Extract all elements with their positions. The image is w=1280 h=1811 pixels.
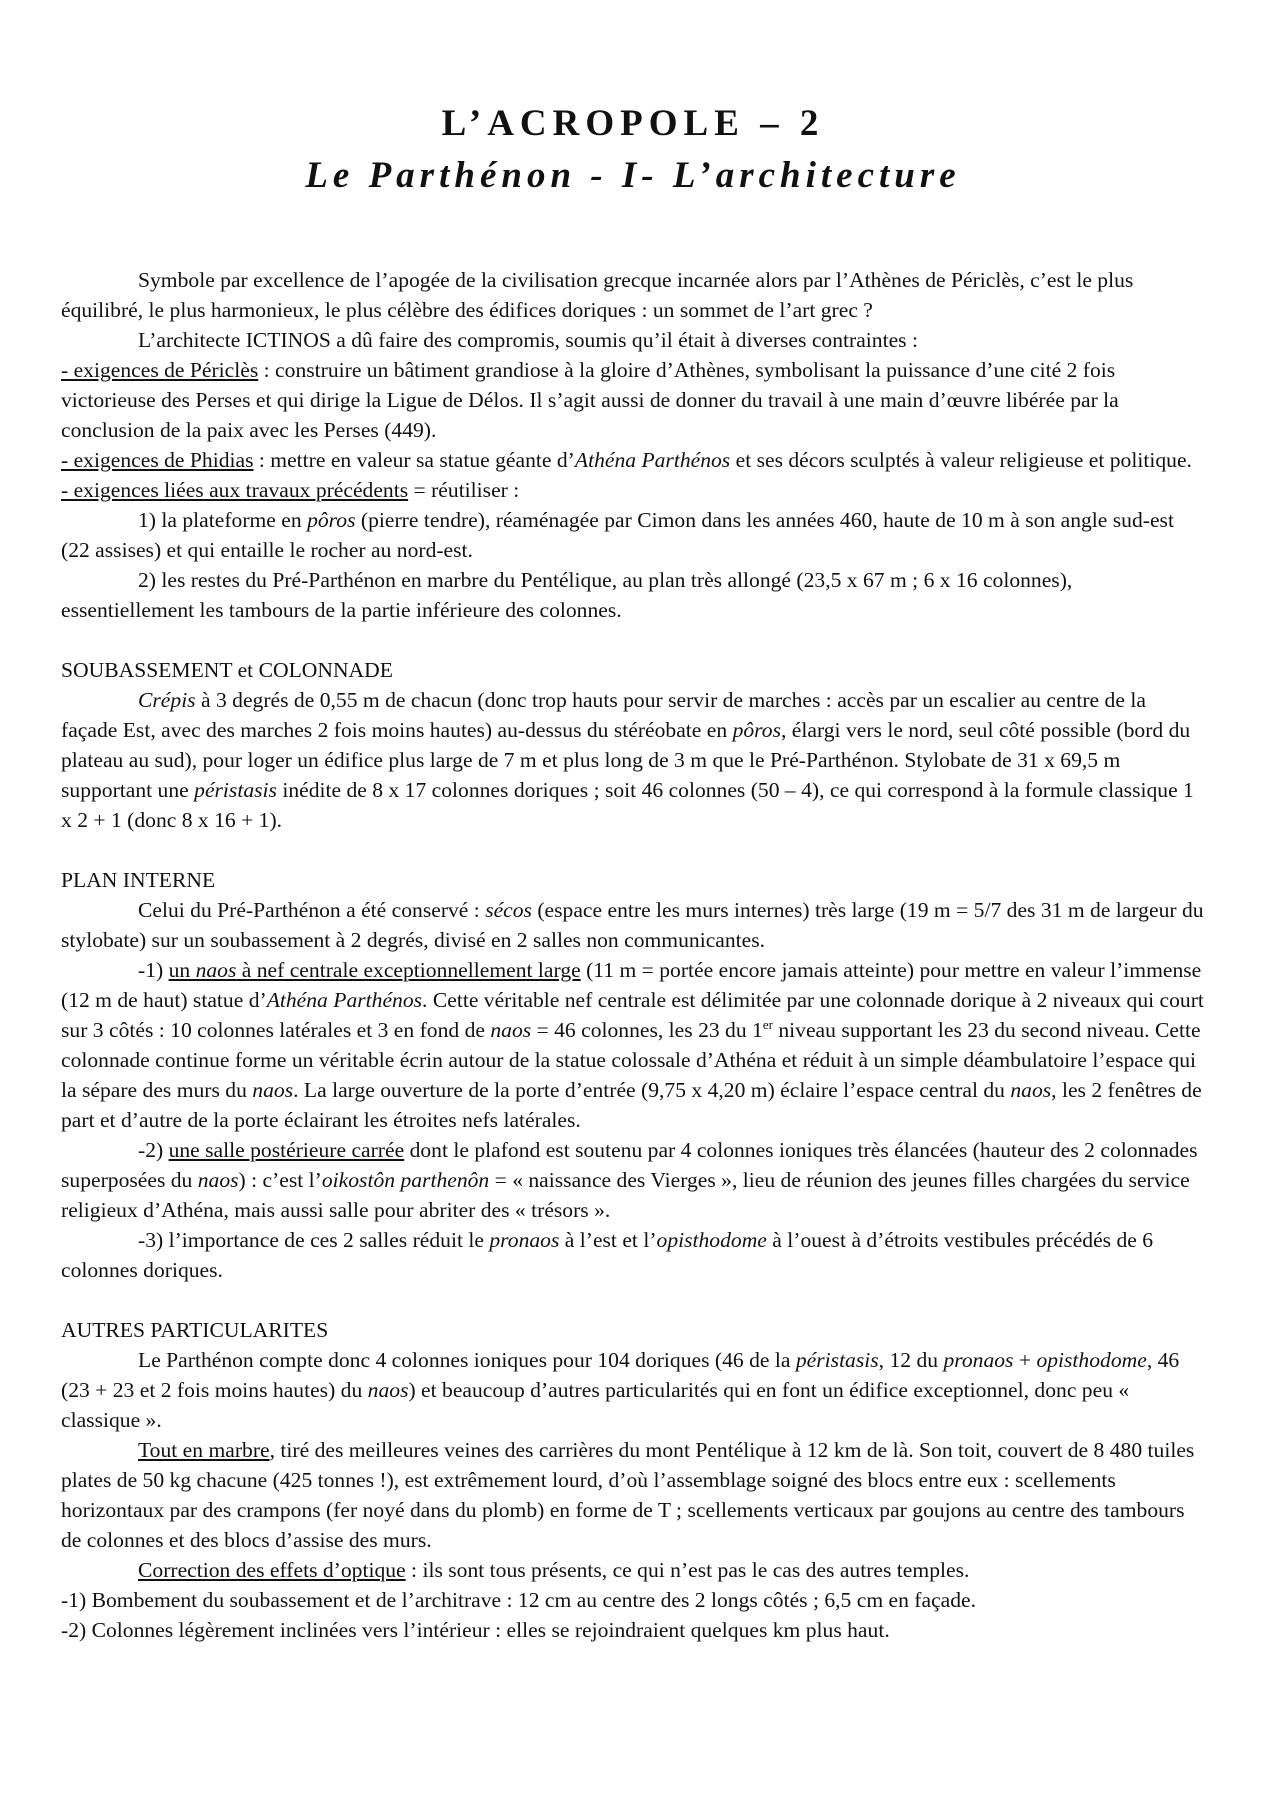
plan-item1-text-f: , les 2 fenêtres de part et d’autre de la porte éclairant les étroites nefs latérales. [61, 1078, 1202, 1132]
plan-paragraph-1 [61, 895, 1205, 955]
document-page [61, 100, 1205, 1645]
pericles-label: - exigences de Périclès [61, 358, 259, 382]
phidias-text-b: et ses décors sculptés à valeur religieuse et politique. [730, 448, 1192, 472]
phidias-label: - exigences de Phidias [61, 448, 254, 472]
optique-underlined: Correction des effets d’optique [138, 1558, 406, 1582]
naos-term: naos [195, 958, 237, 982]
underlined-text: à nef centrale exceptionnellement large [236, 958, 581, 982]
phidias-statue-name: Athéna Parthénos [574, 448, 731, 472]
plan-text-b: (espace entre les murs internes) très large (19 m = 5/7 des 31 m de largeur du stylobate) sur un soubassement à 2 degrés, divisé en 2 salles non communicantes. [61, 898, 1204, 952]
secos-term: sécos [485, 898, 532, 922]
plan-item-3 [61, 1225, 1205, 1285]
page-title: L’ACROPOLE – 2 [441, 103, 825, 144]
autres-text-e: ) et beaucoup d’autres particularités qui en font un édifice exceptionnel, donc peu « classique ». [61, 1378, 1130, 1432]
plan-item1-text-e: . La large ouverture de la porte d’entrée (9,75 x 4,20 m) éclaire l’espace central du [293, 1078, 1011, 1102]
crepis-term: Crépis [138, 688, 196, 712]
intro-paragraph-1: Symbole par excellence de l’apogée de la civilisation grecque incarnée alors par l’Athènes de Périclès, c’est le plus équilibré, le plus harmonieux, le plus célèbre des édifices doriques : un sommet de l’art grec ? [61, 268, 1134, 322]
plan-item3-text-c: à l’ouest à d’étroits vestibules précédés de 6 colonnes doriques. [61, 1228, 1154, 1282]
travaux-label: - exigences liées aux travaux précédents [61, 478, 409, 502]
poros-term: pôros [732, 718, 781, 742]
athena-term: Athéna Parthénos [266, 988, 423, 1012]
naos-underlined [169, 958, 581, 982]
opisthodome-term: opisthodome [656, 1228, 767, 1252]
pronaos-term: pronaos [489, 1228, 560, 1252]
section-heading-soubassement: SOUBASSEMENT et COLONNADE [61, 658, 393, 682]
item1-text-a: 1) la plateforme en [138, 508, 308, 532]
pericles-requirement [61, 355, 1205, 445]
soubassement-text-1: à 3 degrés de 0,55 m de chacun (donc trop hauts pour servir de marches : accès par un escalier au centre de la façade Est, avec des marches 2 fois moins hautes) au-dessus du stéréobate en [61, 688, 1146, 742]
autres-text-c: + [1013, 1348, 1037, 1372]
intro-paragraph-2: L’architecte ICTINOS a dû faire des compromis, soumis qu’il était à diverses contraintes : [138, 328, 918, 352]
plan-item-1 [61, 955, 1205, 1135]
underlined-text: un [168, 958, 196, 982]
plan-item-2 [61, 1135, 1205, 1225]
pericles-text: : construire un bâtiment grandiose à la gloire d’Athènes, symbolisant la puissance d’une cité 2 fois victorieuse des Perses et qui dirige la Ligue de Délos. Il s’agit aussi de donner du travail à une main d’œuvre libérée par la conclusion de la paix avec les Perses (449). [61, 358, 1119, 442]
section-heading-autres: AUTRES PARTICULARITES [61, 1318, 329, 1342]
optique-text: : ils sont tous présents, ce qui n’est pas le cas des autres temples. [405, 1558, 970, 1582]
travaux-item-1 [61, 505, 1205, 565]
item-prefix: -2) [138, 1138, 169, 1162]
plan-item1-text-b: . Cette véritable nef centrale est délimitée par une colonnade dorique à 2 niveaux qui court sur 3 côtés : 10 colonnes latérales et 3 en fond de [61, 988, 1204, 1042]
naos-term: naos [252, 1078, 294, 1102]
salle-underlined: une salle postérieure carrée [168, 1138, 405, 1162]
soubassement-paragraph [61, 685, 1205, 835]
plan-item2-text-b: ) : c’est l’ [238, 1168, 322, 1192]
autres-text-b: , 12 du [878, 1348, 944, 1372]
plan-text-a: Celui du Pré-Parthénon a été conservé : [138, 898, 486, 922]
page-subtitle: Le Parthénon - I- L’architecture [305, 155, 961, 196]
plan-item3-text-a: -3) l’importance de ces 2 salles réduit le [138, 1228, 490, 1252]
phidias-requirement [61, 445, 1205, 475]
autres-text-a: Le Parthénon compte donc 4 colonnes ioniques pour 104 doriques (46 de la [138, 1348, 796, 1372]
peristasis-term: péristasis [795, 1348, 879, 1372]
optique-item-2: -2) Colonnes légèrement inclinées vers l’intérieur : elles se rejoindraient quelques km plus haut. [61, 1618, 890, 1642]
travaux-item-2: 2) les restes du Pré-Parthénon en marbre du Pentélique, au plan très allongé (23,5 x 67 m ; 6 x 16 colonnes), essentiellement les tambours de la partie inférieure des colonnes. [61, 568, 1073, 622]
optique-item-1: -1) Bombement du soubassement et de l’architrave : 12 cm au centre des 2 longs côtés ; 6,5 cm en façade. [61, 1588, 977, 1612]
plan-item3-text-b: à l’est et l’ [559, 1228, 657, 1252]
marbre-underlined: Tout en marbre [138, 1438, 270, 1462]
peristasis-term: péristasis [194, 778, 277, 802]
naos-term: naos [1010, 1078, 1052, 1102]
autres-paragraph-1 [61, 1345, 1205, 1435]
section-heading-plan: PLAN INTERNE [61, 868, 216, 892]
naos-term: naos [490, 1018, 532, 1042]
naos-term: naos [367, 1378, 409, 1402]
marbre-text: , tiré des meilleures veines des carrières du mont Pentélique à 12 km de là. Son toit, couvert de 8 480 tuiles plates de 50 kg chacune (425 tonnes !), est extrêmement lourd, d’où l’assemblage soigné des blocs entre eux : scellements horizontaux par des crampons (fer noyé dans du plomb) en forme de T ; scellements verticaux par goujons au centre des tambours de colonnes et des blocs d’assise des murs. [61, 1438, 1195, 1552]
document-body [61, 265, 1205, 1645]
item-prefix: -1) [138, 958, 169, 982]
plan-item1-text-c: = 46 colonnes, les 23 du 1 [531, 1018, 763, 1042]
item1-poros: pôros [307, 508, 356, 532]
plan-item1-text-a: (11 m = portée encore jamais atteinte) pour mettre en valeur l’immense (12 m de haut) statue d’ [61, 958, 1202, 1012]
soubassement-text-2: , élargi vers le nord, seul côté possible (bord du plateau au sud), pour loger un édifice plus large de 7 m et plus long de 3 m que le Pré-Parthénon. Stylobate de 31 x 69,5 m supportant une [61, 718, 1191, 802]
plan-item2-text-a: dont le plafond est soutenu par 4 colonnes ioniques très élancées (hauteur des 2 colonnades superposées du [61, 1138, 1198, 1192]
autres-text-d: , 46 (23 + 23 et 2 fois moins hautes) du [61, 1348, 1180, 1402]
soubassement-text-3: inédite de 8 x 17 colonnes doriques ; soit 46 colonnes (50 – 4), ce qui correspond à la formule classique 1 x 2 + 1 (donc 8 x 16 + 1). [61, 778, 1194, 832]
oikoston-term: oikostôn parthenôn [321, 1168, 490, 1192]
travaux-text: = réutiliser : [408, 478, 520, 502]
naos-term: naos [197, 1168, 239, 1192]
opisthodome-term: opisthodome [1036, 1348, 1147, 1372]
marbre-paragraph [61, 1435, 1205, 1555]
optique-paragraph [61, 1555, 1205, 1585]
item1-text-b: (pierre tendre), réaménagée par Cimon dans les années 460, haute de 10 m à son angle sud-est (22 assises) et qui entaille le rocher au nord-est. [61, 508, 1174, 562]
phidias-text-a: : mettre en valeur sa statue géante d’ [253, 448, 575, 472]
travaux-requirement [61, 475, 1205, 505]
superscript: er [762, 1016, 773, 1032]
pronaos-term: pronaos [943, 1348, 1014, 1372]
plan-item1-text-d: niveau supportant les 23 du second niveau. Cette colonnade continue forme un véritable écrin autour de la statue colossale d’Athéna et réduit à un simple déambulatoire l’espace qui la sépare des murs du [61, 1018, 1201, 1102]
plan-item2-text-c: = « naissance des Vierges », lieu de réunion des jeunes filles chargées du service religieux d’Athéna, mais aussi salle pour abriter des « trésors ». [61, 1168, 1190, 1222]
